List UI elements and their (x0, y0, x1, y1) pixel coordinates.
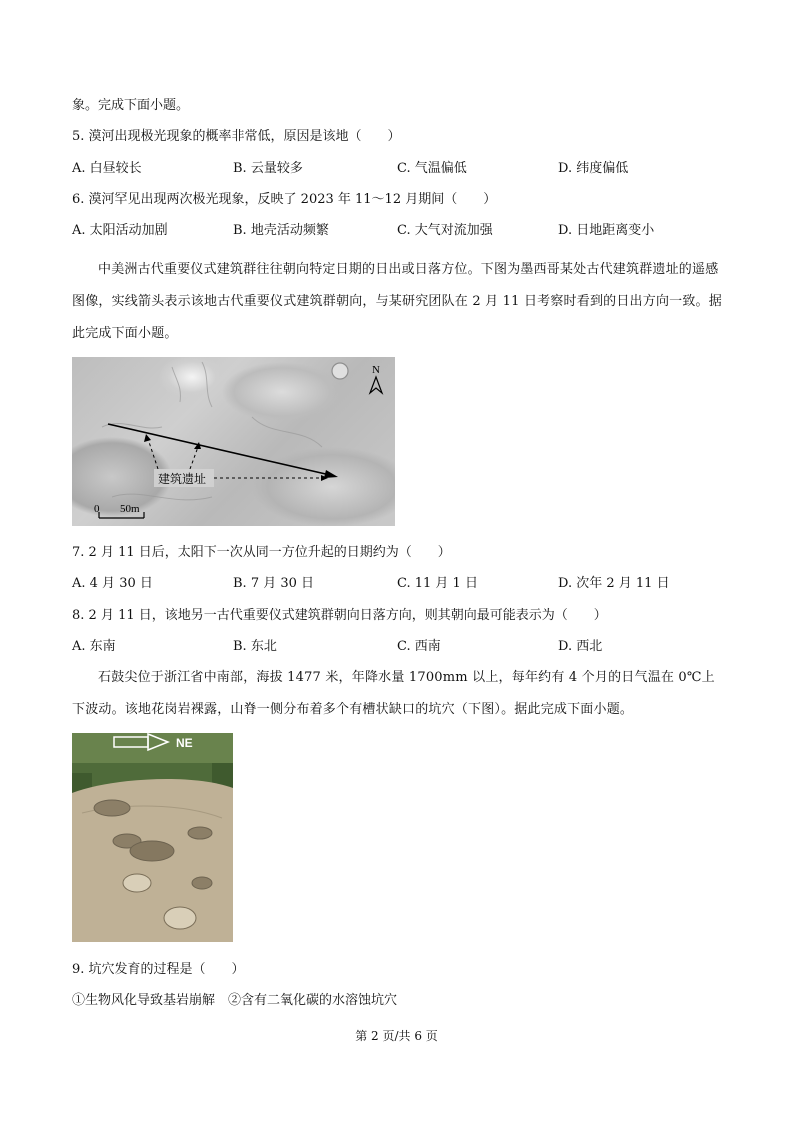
question-5-option-c: C. 气温偏低 (397, 161, 467, 176)
question-5-option-a: A. 白昼较长 (72, 161, 142, 176)
question-7-stem: 7. 2 月 11 日后，太阳下一次从同一方位升起的日期约为（ ） (72, 545, 451, 560)
passage-shigujian: 石鼓尖位于浙江省中南部，海拔 1477 米，年降水量 1700mm 以上，每年约有 4 个月的日气温在 0℃上下波动。该地花岗岩裸露，山脊一侧分布着多个有槽状缺口的坑穴（下图）。据此完成下面小题。 (72, 670, 715, 717)
question-7-option-d: D. 次年 2 月 11 日 (558, 576, 670, 591)
crater-mark (332, 363, 348, 379)
question-8-option-c: C. 西南 (397, 639, 441, 654)
question-5-option-b: B. 云量较多 (233, 161, 303, 176)
question-6-stem: 6. 漠河罕见出现两次极光现象，反映了 2023 年 11～12 月期间（ ） (72, 192, 497, 207)
scale-end: 50m (120, 503, 140, 515)
site-label: 建筑遗址 (158, 472, 207, 486)
question-7-option-c: C. 11 月 1 日 (397, 576, 478, 591)
granite-pits-drawing (72, 733, 233, 942)
passage-mesoamerica: 中美洲古代重要仪式建筑群往往朝向特定日期的日出或日落方位。下图为墨西哥某处古代建筑群遗址的遥感图像，实线箭头表示该地古代重要仪式建筑群朝向，与某研究团队在 2 月 11 日考察时看到的日出方向一致。据此完成下面小题。 (72, 262, 722, 341)
question-9-stem: 9. 坑穴发育的过程是（ ） (72, 962, 245, 977)
question-7-option-a: A. 4 月 30 日 (72, 576, 153, 591)
question-5-stem: 5. 漠河出现极光现象的概率非常低，原因是该地（ ） (72, 129, 401, 144)
granite-pits-photo (72, 733, 233, 942)
question-6-option-b: B. 地壳活动频繁 (233, 223, 329, 238)
orientation-arrow-head (324, 470, 338, 478)
north-label: N (372, 364, 380, 376)
ne-label: NE (176, 736, 193, 750)
question-7-option-b: B. 7 月 30 日 (233, 576, 315, 591)
question-6-option-d: D. 日地距离变小 (558, 223, 655, 238)
question-8-stem: 8. 2 月 11 日，该地另一古代重要仪式建筑群朝向日落方向，则其朝向最可能表示为（ ） (72, 608, 607, 623)
page-footer: 第 2 页/共 6 页 (355, 1029, 438, 1043)
question-6-option-c: C. 大气对流加强 (397, 223, 493, 238)
question-8-option-d: D. 西北 (558, 639, 603, 654)
question-5-option-d: D. 纬度偏低 (558, 161, 629, 176)
scale-zero: 0 (94, 503, 100, 515)
remote-sensing-overlay (72, 357, 395, 526)
question-8-option-a: A. 东南 (72, 639, 116, 654)
remote-sensing-image (72, 357, 395, 526)
continuation-text: 象。完成下面小题。 (72, 98, 190, 113)
question-6-option-a: A. 太阳活动加剧 (72, 223, 168, 238)
north-arrow-icon (370, 377, 382, 393)
question-9-items: ①生物风化导致基岩崩解 ②含有二氧化碳的水溶蚀坑穴 (72, 993, 398, 1008)
question-8-option-b: B. 东北 (233, 639, 277, 654)
